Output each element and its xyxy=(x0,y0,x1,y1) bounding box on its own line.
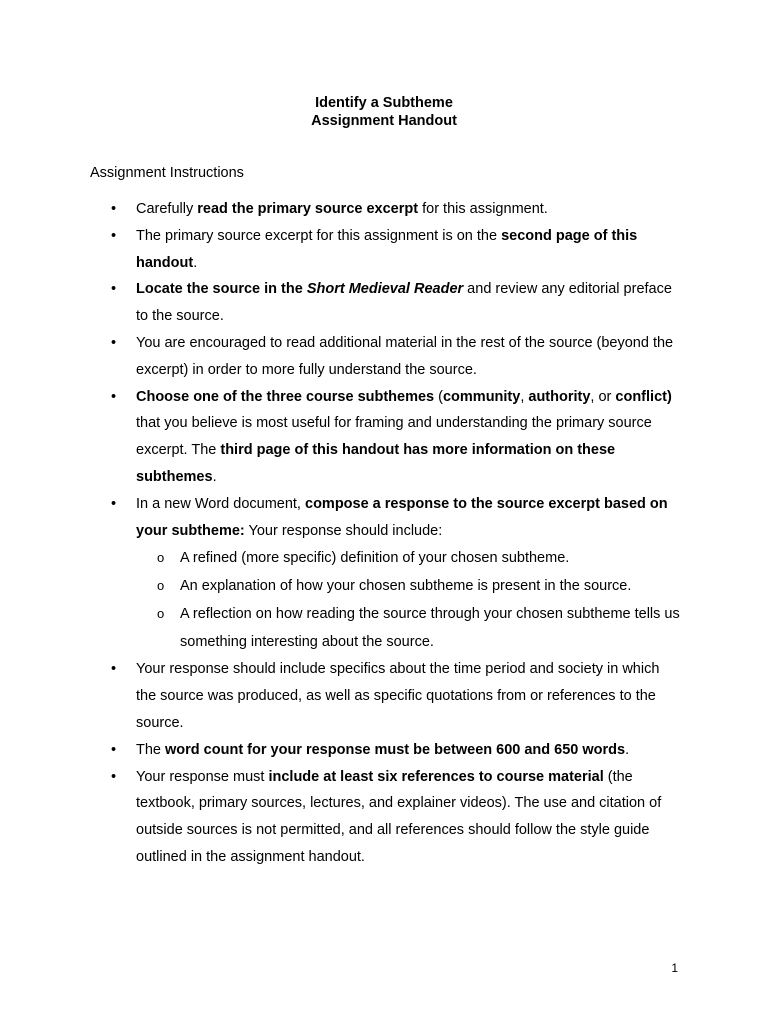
text-segment: . xyxy=(193,254,198,271)
text-segment-bold: conflict) xyxy=(615,388,672,405)
section-heading: Assignment Instructions xyxy=(90,165,244,181)
bullet-icon: • xyxy=(111,281,117,298)
bullet-icon: • xyxy=(111,201,117,217)
text-segment: , xyxy=(520,388,529,405)
text-segment-bold: Locate the source in the xyxy=(136,281,307,298)
sub-item-text: A refined (more specific) definition of your chosen subtheme. xyxy=(180,550,570,567)
text-segment-bold: Choose one of the three course subthemes xyxy=(136,388,435,405)
text-segment: The xyxy=(136,741,166,758)
text-segment: , or xyxy=(590,388,616,405)
sub-bullet-icon: o xyxy=(157,606,165,622)
bullet-icon: • xyxy=(111,334,117,351)
bullet-icon: • xyxy=(111,227,117,244)
instruction-item xyxy=(0,223,768,277)
sub-bullet-icon: o xyxy=(157,578,165,594)
text-segment: You are encouraged to read additional material in the rest of the source (beyond the excerpt) in order to more fully understand the source. xyxy=(136,334,674,378)
instruction-item xyxy=(0,491,768,657)
bullet-icon: • xyxy=(111,741,117,758)
text-segment: (the textbook, primary sources, lectures, and explainer videos). The use and citation of outside sources is not permitted, and all references should follow the style guide outlined in the assignment handout. xyxy=(136,768,662,865)
instruction-item xyxy=(0,764,768,871)
instruction-item xyxy=(0,737,768,764)
text-segment: Carefully xyxy=(136,201,198,217)
text-segment-bold: compose a response to the source excerpt based on your subtheme: xyxy=(136,495,668,539)
text-segment: Your response should include: xyxy=(244,522,443,539)
bullet-icon: • xyxy=(111,388,117,405)
text-segment: Your response should include specifics about the time period and society in which the source was produced, as well as specific quotations from or references to the source. xyxy=(136,661,660,731)
sub-item-text: A reflection on how reading the source through your chosen subtheme tells us something interesting about the source. xyxy=(180,606,680,651)
text-segment: . xyxy=(212,468,217,485)
bullet-icon: • xyxy=(111,661,117,678)
text-segment-bold: authority xyxy=(528,388,591,405)
text-segment: ( xyxy=(434,388,443,405)
sub-instruction-item xyxy=(136,544,682,572)
bullet-icon: • xyxy=(111,495,117,512)
text-segment: that you believe is most useful for framing and understanding the primary source excerpt. The xyxy=(136,415,652,459)
sub-bullet-icon: o xyxy=(157,550,165,566)
page-number: 1 xyxy=(671,961,678,975)
text-segment-italic: Short Medieval Reader xyxy=(306,281,464,298)
text-segment-bold: include at least six references to course material xyxy=(268,768,604,785)
text-segment-bold: third page of this handout has more information on these subthemes xyxy=(136,442,616,485)
sub-instruction-item xyxy=(136,600,682,656)
text-segment-bold: second page of this handout xyxy=(136,227,638,271)
sub-instruction-item xyxy=(136,572,682,600)
text-segment-bold: word count for your response must be between 600 and 650 words xyxy=(165,741,626,758)
text-segment: The primary source excerpt for this assignment is on the xyxy=(136,227,502,244)
title-line-1: Identify a Subtheme xyxy=(315,95,453,111)
text-segment: In a new Word document, xyxy=(136,495,305,512)
title-line-2: Assignment Handout xyxy=(311,113,457,129)
text-segment: . xyxy=(625,741,630,758)
instruction-item xyxy=(0,330,768,384)
text-segment-bold: community xyxy=(442,388,521,405)
text-segment-bold xyxy=(307,281,463,297)
text-segment: Your response must xyxy=(136,768,269,785)
instruction-item xyxy=(0,196,768,223)
bullet-icon: • xyxy=(111,768,117,785)
sub-item-text: An explanation of how your chosen subtheme is present in the source. xyxy=(180,578,632,595)
document-title xyxy=(0,94,768,130)
instruction-list xyxy=(0,196,768,871)
text-segment: and review any editorial preface to the source. xyxy=(136,281,672,325)
instruction-item xyxy=(0,656,768,736)
instruction-item xyxy=(0,276,768,330)
text-segment-bold: read the primary source excerpt xyxy=(197,201,419,217)
text-segment: for this assignment. xyxy=(418,201,548,217)
sub-instruction-list xyxy=(136,544,682,656)
instruction-item xyxy=(0,384,768,491)
